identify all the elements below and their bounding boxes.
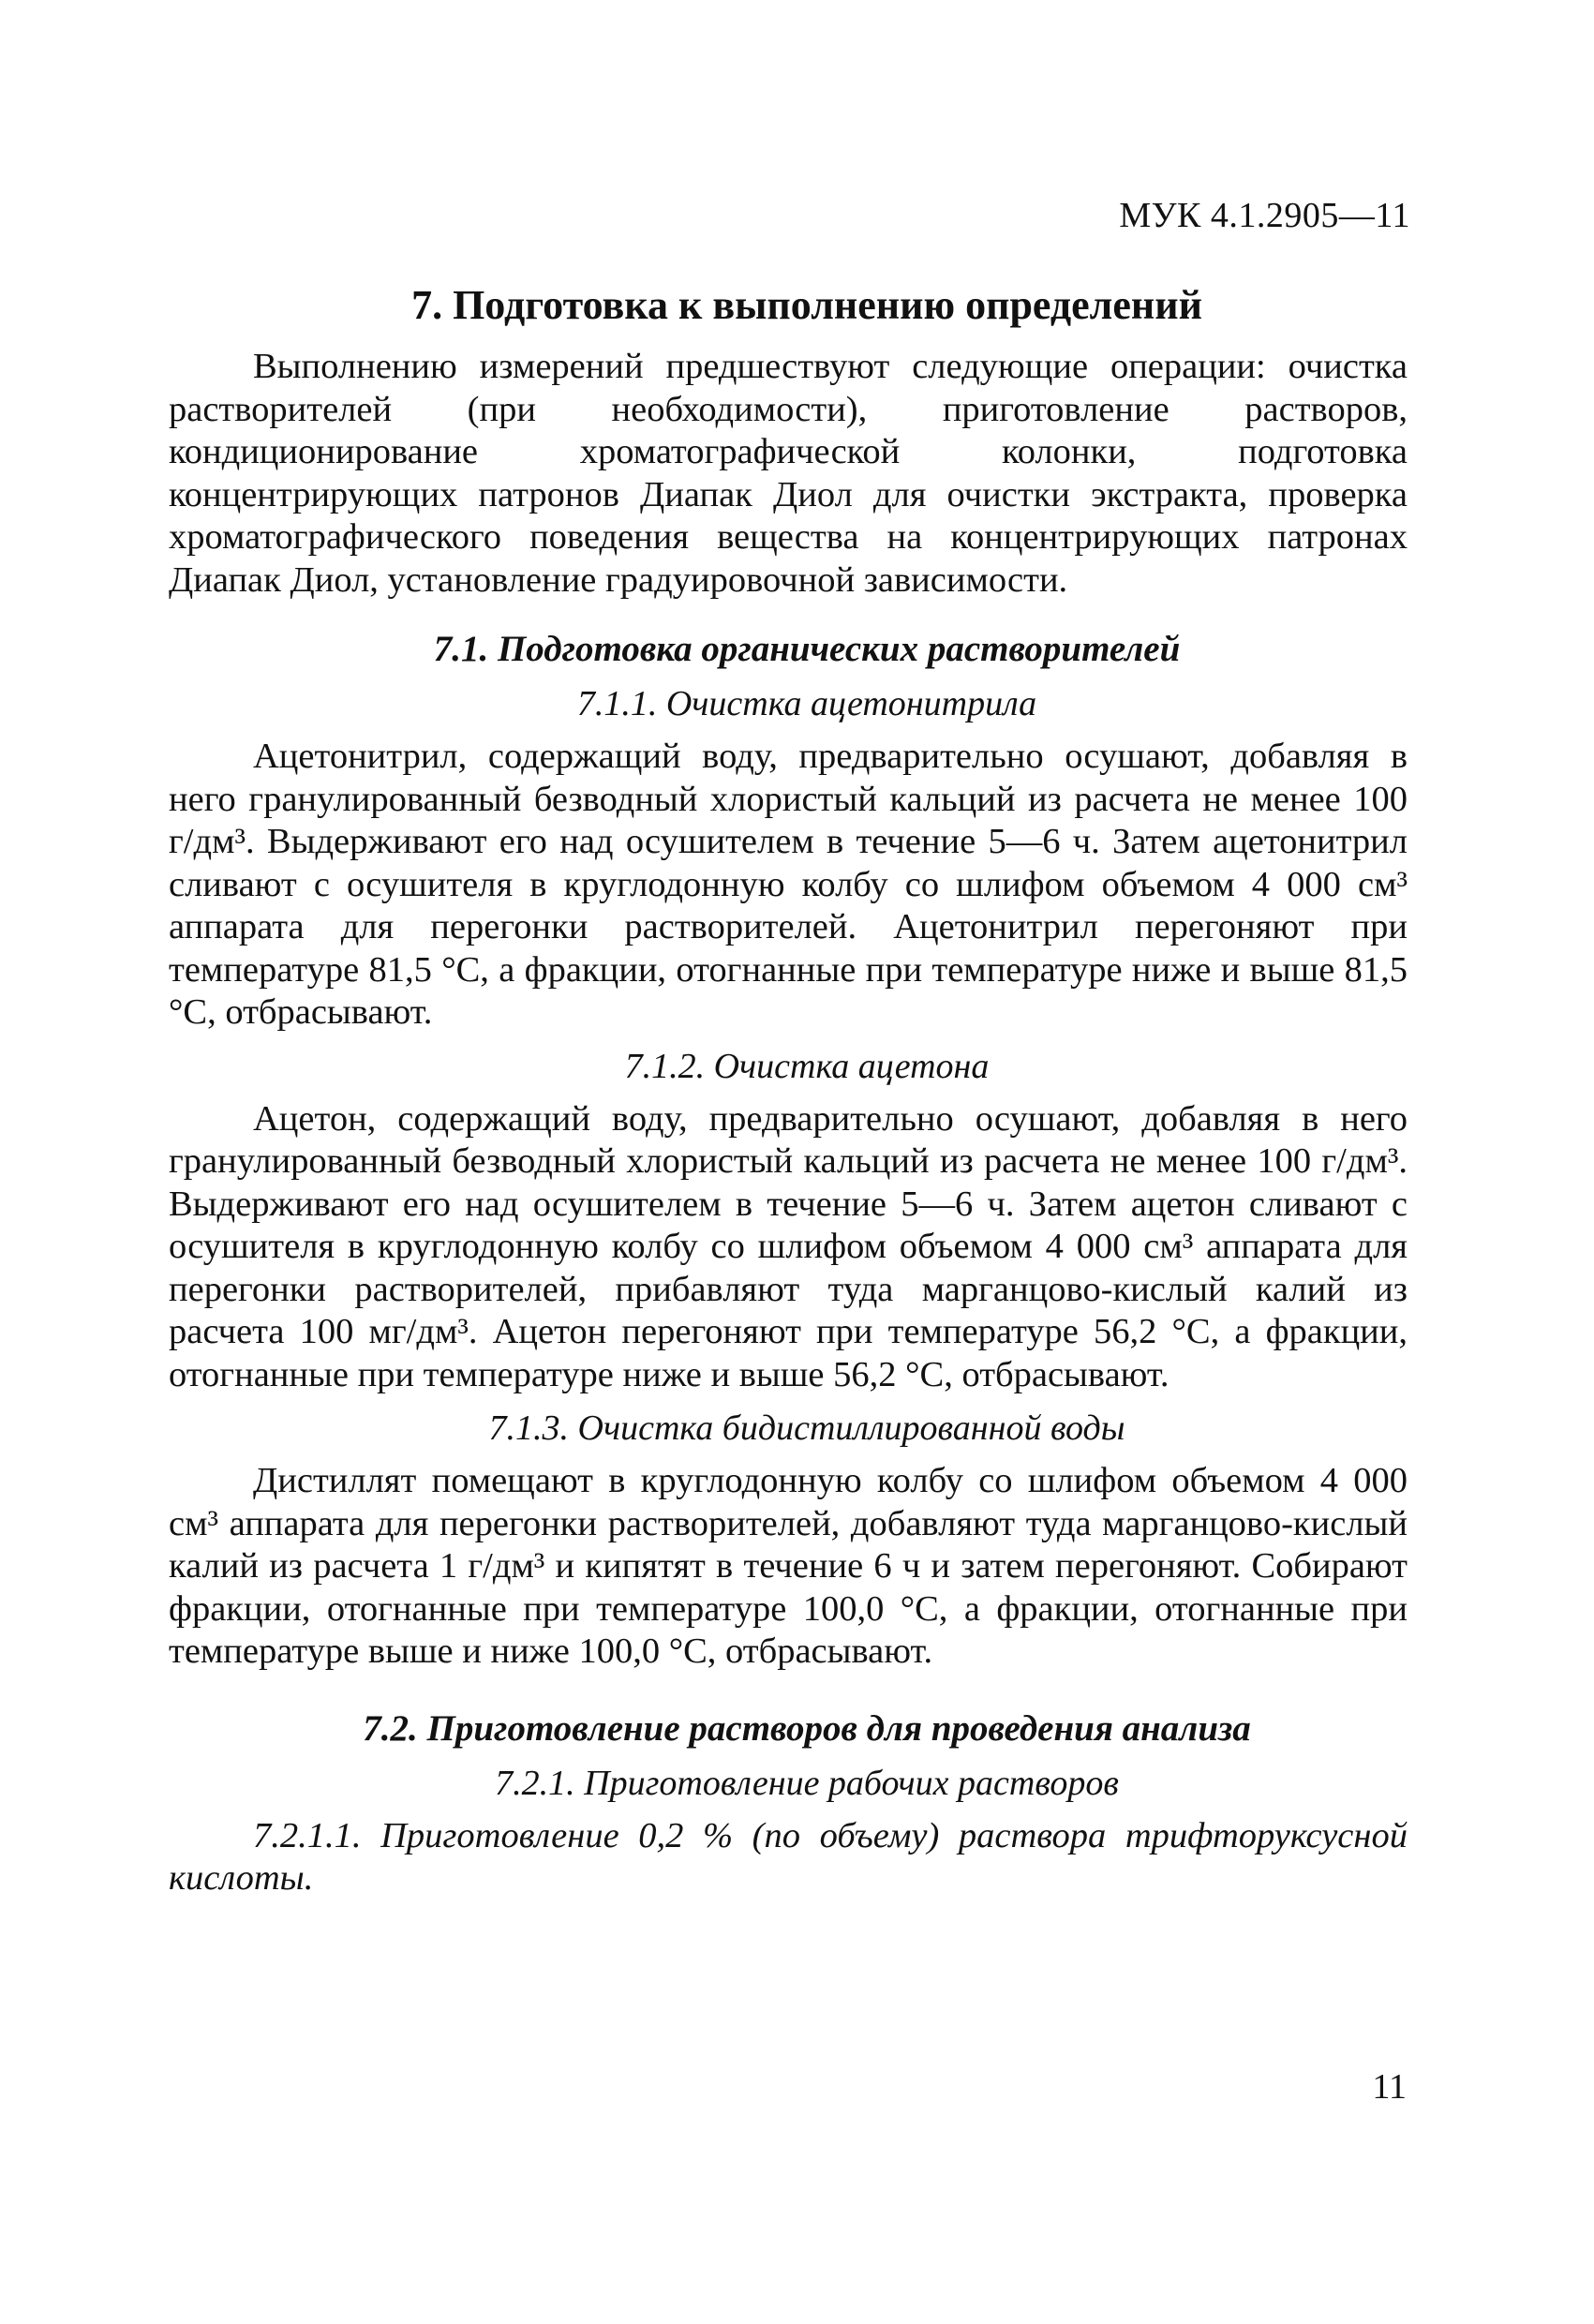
- section-7-1-1-text: Ацетонитрил, содержащий воду, предварительно осушают, добавляя в него гранулированный безводный хлористый кальций из расчета не менее 100 г/дм³. Выдерживают его над осушителем в течение 5—6 ч. Затем ацетонитрил сливают с осушителя в круглодонную колбу со шлифом объемом 4 000 см³ аппарата для перегонки растворителей. Ацетонитрил перегоняют при температуре 81,5 °С, а фракции, отогнанные при температуре ниже и выше 81,5 °С, отбрасывают.: [169, 737, 1408, 1032]
- section-7-1-3-heading: 7.1.3. Очистка бидистиллированной воды: [488, 1408, 1125, 1448]
- section-7-2-1-1-text: 7.2.1.1. Приготовление 0,2 % (по объему) раствора трифторуксусной кислоты.: [169, 1815, 1408, 1898]
- section-7-1-3-text: Дистиллят помещают в круглодонную колбу со шлифом объемом 4 000 см³ аппарата для перегонки растворителей, добавляют туда марганцово-кислый калий из расчета 1 г/дм³ и кипятят в течение 6 ч и затем перегоняют. Собирают фракции, отогнанные при температуре 100,0 °С, а фракции, отогнанные при температуре выше и ниже 100,0 °С, отбрасывают.: [169, 1461, 1408, 1671]
- section-7-heading: 7. Подготовка к выполнению определений: [411, 282, 1202, 328]
- section-7-1-heading: 7.1. Подготовка органических растворителей: [433, 629, 1181, 669]
- document-code: МУК 4.1.2905—11: [1119, 196, 1410, 235]
- section-7-2-heading: 7.2. Приготовление растворов для проведения анализа: [363, 1707, 1251, 1749]
- section-7-intro: Выполнению измерений предшествуют следующие операции: очистка растворителей (при необходимости), приготовление растворов, кондиционирование хроматографической колонки, подготовка концентрирующих патронов Диапак Диол для очистки экстракта, проверка хроматографического поведения вещества на концентрирующих патронах Диапак Диол, установление градуировочной зависимости.: [169, 347, 1408, 600]
- page-number: 11: [1372, 2067, 1407, 2107]
- section-7-1-2-heading: 7.1.2. Очистка ацетона: [624, 1046, 990, 1086]
- section-7-2-1-heading: 7.2.1. Приготовление рабочих растворов: [495, 1763, 1119, 1803]
- page-content: [169, 281, 1408, 1900]
- section-7-1-1-heading: 7.1.1. Очистка ацетонитрила: [576, 684, 1037, 723]
- section-7-1-2-text: Ацетон, содержащий воду, предварительно осушают, добавляя в него гранулированный безводный хлористый кальций из расчета не менее 100 г/дм³. Выдерживают его над осушителем в течение 5—6 ч. Затем ацетон сливают с осушителя в круглодонную колбу со шлифом объемом 4 000 см³ аппарата для перегонки растворителей, прибавляют туда марганцово-кислый калий из расчета 100 мг/дм³. Ацетон перегоняют при температуре 56,2 °С, а фракции, отогнанные при температуре ниже и выше 56,2 °С, отбрасывают.: [169, 1098, 1408, 1394]
